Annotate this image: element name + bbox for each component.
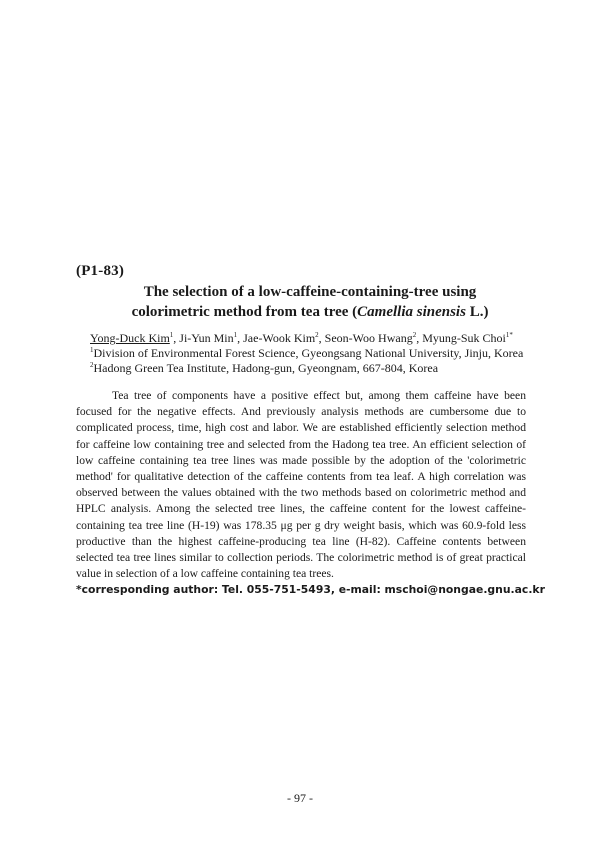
author-block xyxy=(90,331,530,376)
title-line-2-start: colorimetric method from tea tree ( xyxy=(131,304,358,320)
page-number: - 97 - xyxy=(287,791,313,805)
author-2: , Ji-Yun Min xyxy=(173,331,234,345)
author-2-affil-mark: 1 xyxy=(233,331,238,339)
author-3: , Jae-Wook Kim xyxy=(237,331,316,345)
affiliation-1-mark: 1 xyxy=(90,346,94,354)
abstract-text: Tea tree of components have a positive effect but, among them caffeine have been focused for the negative effects. And previously analysis methods are cumbersome due to complicated process, time, high cost and labor. We are established efficiently selection method for caffeine low containing tree and selected from the Hadong tea tree. An efficient selection of low caffeine containing tea tree lines was made possible by the adoption of the 'colorimetric method' for qualitative detection of the caffeine contents from tea leaf. A high correlation was observed between the values obtained with the two methods based on colorimetric method and HPLC analysis. Among the selected tree lines, the caffeine content for the lowest caffeine-containing tea tree line (H-19) was 178.35 μg per g dry weight basis, which was 60.9-fold less productive than the highest caffeine-producing tea line (H-82). Caffeine contents between selected tea tree lines similar to collection periods. The colorimetric method is of great practical value in selection of a low caffeine containing tea trees. xyxy=(76,389,526,581)
affiliation-2-mark: 2 xyxy=(90,361,94,369)
author-3-affil-mark: 2 xyxy=(315,331,319,339)
title-line-2-end: L.) xyxy=(465,304,489,320)
author-4: , Seon-Woo Hwang xyxy=(318,331,413,345)
affiliation-1-text: Division of Environmental Forest Science, Gyeongsang National University, Jinju, Korea xyxy=(93,346,524,360)
affiliation-1 xyxy=(90,346,530,361)
author-list xyxy=(90,331,530,346)
paper-code: (P1-83) xyxy=(76,263,125,279)
title-line-1: The selection of a low-caffeine-containing-tree using xyxy=(143,284,477,300)
author-5: , Myung-Suk Choi xyxy=(416,331,506,345)
affiliation-2 xyxy=(90,361,530,376)
author-4-affil-mark: 2 xyxy=(412,331,417,339)
first-author: Yong-Duck Kim xyxy=(90,331,170,345)
author-1-affil-mark: 1 xyxy=(169,331,174,339)
paper-title xyxy=(60,282,560,322)
species-name: Camellia sinensis xyxy=(357,304,466,320)
affiliation-2-text: Hadong Green Tea Institute, Hadong-gun, Gyeongnam, 667-804, Korea xyxy=(93,361,439,375)
corresponding-author: *corresponding author: Tel. 055-751-5493, e-mail: mschoi@nongae.gnu.ac.kr xyxy=(76,583,545,596)
title-line-2 xyxy=(60,302,560,322)
author-5-affil-mark: 1* xyxy=(505,331,513,339)
